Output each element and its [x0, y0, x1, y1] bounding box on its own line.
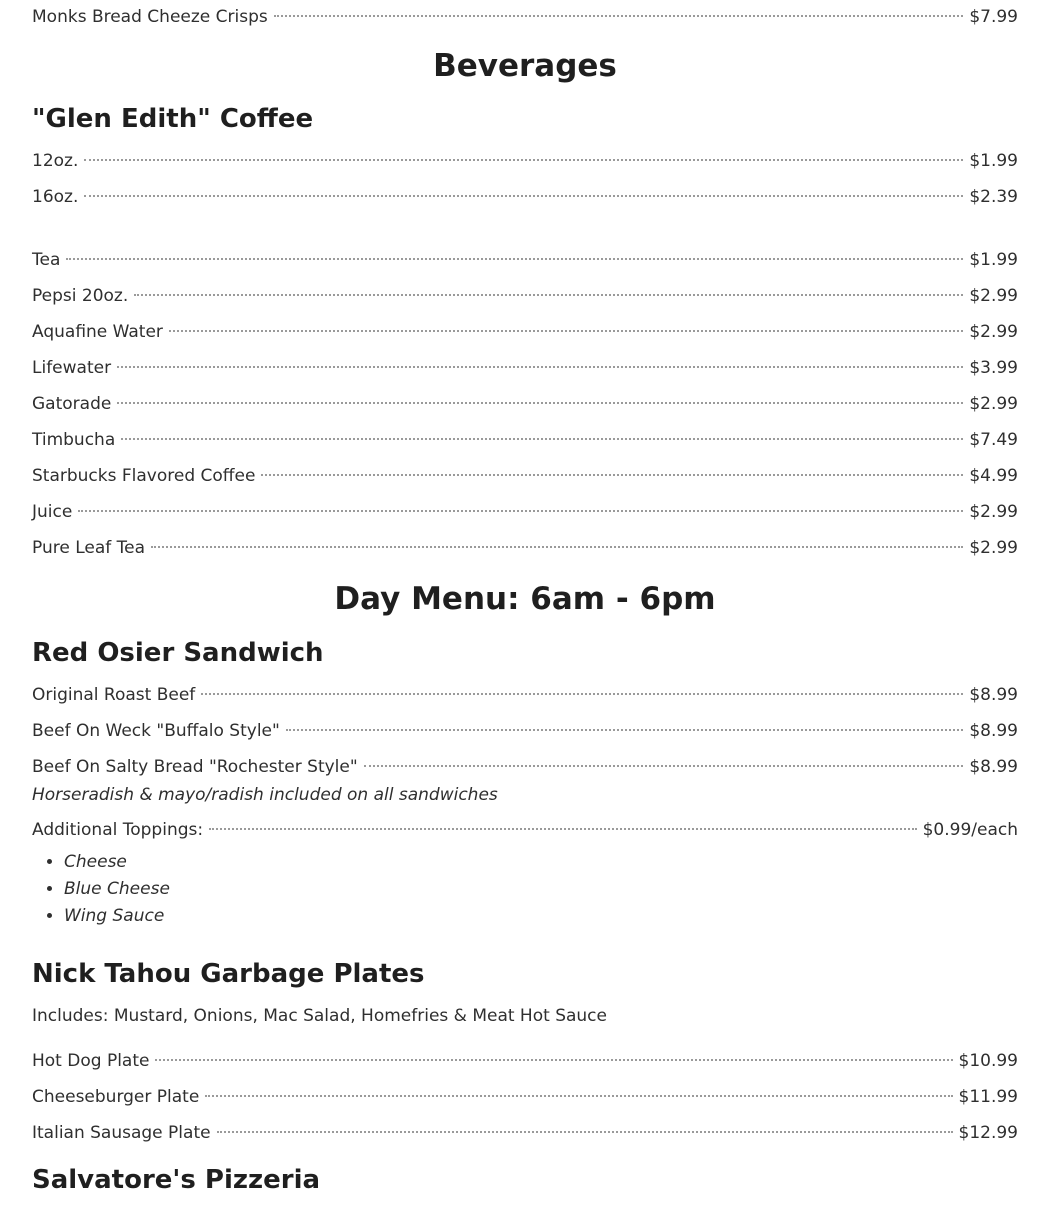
- dot-leader: [134, 294, 963, 296]
- item-price: $7.49: [969, 430, 1018, 450]
- item-name: 16oz.: [32, 187, 79, 207]
- salvatores-subsection: [32, 1165, 1018, 1195]
- item-price: $2.39: [969, 187, 1018, 207]
- menu-item: [32, 459, 1018, 495]
- item-price: $7.99: [969, 7, 1018, 27]
- item-name: Pure Leaf Tea: [32, 538, 146, 558]
- item-price: $2.99: [969, 286, 1018, 306]
- beverage-items: [32, 243, 1018, 567]
- item-price: $1.99: [969, 151, 1018, 171]
- item-name: Monks Bread Cheeze Crisps: [32, 7, 268, 27]
- dot-leader: [201, 693, 963, 695]
- item-price: $2.99: [969, 394, 1018, 414]
- item-name: Juice: [32, 502, 73, 522]
- item-price: $8.99: [969, 721, 1018, 741]
- item-price: $11.99: [958, 1087, 1018, 1107]
- menu-item: [32, 423, 1018, 459]
- dot-leader: [84, 195, 963, 197]
- item-price: $8.99: [969, 757, 1018, 777]
- item-name: 12oz.: [32, 151, 79, 171]
- toppings-label: Additional Toppings:: [32, 820, 204, 840]
- subsection-title-salvatores: Salvatore's Pizzeria: [32, 1165, 321, 1195]
- section-title-day-menu: Day Menu: 6am - 6pm: [334, 581, 716, 617]
- day-menu-section: [32, 581, 1018, 617]
- item-price: $2.99: [969, 502, 1018, 522]
- item-name: Lifewater: [32, 358, 112, 378]
- dot-leader: [205, 1095, 952, 1097]
- dot-leader: [151, 546, 963, 548]
- item-name: Original Roast Beef: [32, 685, 196, 705]
- menu-item-monks-bread: [32, 0, 1018, 36]
- coffee-items: [32, 144, 1018, 216]
- dot-leader: [117, 366, 963, 368]
- item-price: $4.99: [969, 466, 1018, 486]
- dot-leader: [84, 159, 963, 161]
- item-price: $10.99: [958, 1051, 1018, 1071]
- item-name: Italian Sausage Plate: [32, 1123, 211, 1143]
- menu-item: [32, 1116, 1018, 1152]
- dot-leader: [155, 1059, 952, 1061]
- red-osier-subsection: [32, 638, 1018, 668]
- menu-item: [32, 387, 1018, 423]
- item-price: $2.99: [969, 538, 1018, 558]
- subsection-title-coffee: "Glen Edith" Coffee: [32, 104, 314, 134]
- dot-leader: [274, 15, 964, 17]
- dot-leader: [121, 438, 963, 440]
- sandwich-note: Horseradish & mayo/radish included on all sandwiches: [32, 785, 498, 805]
- subsection-title-red-osier: Red Osier Sandwich: [32, 638, 324, 668]
- dot-leader: [169, 330, 963, 332]
- item-name: Beef On Weck "Buffalo Style": [32, 721, 280, 741]
- item-price: $8.99: [969, 685, 1018, 705]
- additional-toppings: [32, 813, 1018, 930]
- menu-item: [32, 714, 1018, 750]
- coffee-subsection: [32, 104, 1018, 134]
- red-osier-items: [32, 678, 1018, 786]
- menu-item: [32, 678, 1018, 714]
- nick-tahou-items: [32, 1044, 1018, 1152]
- beverages-section: [32, 48, 1018, 84]
- menu-item: [32, 531, 1018, 567]
- dot-leader: [66, 258, 963, 260]
- topping-item: • Wing Sauce: [64, 903, 1018, 930]
- dot-leader: [286, 729, 964, 731]
- item-name: Pepsi 20oz.: [32, 286, 129, 306]
- section-title-beverages: Beverages: [433, 48, 617, 84]
- topping-item: • Cheese: [64, 849, 1018, 876]
- menu-item: [32, 180, 1018, 216]
- toppings-list: [32, 849, 1018, 930]
- item-price: $1.99: [969, 250, 1018, 270]
- menu-item: [32, 315, 1018, 351]
- dot-leader: [78, 510, 963, 512]
- menu-item: [32, 279, 1018, 315]
- menu-item: [32, 750, 1018, 786]
- toppings-price: $0.99/each: [922, 820, 1018, 840]
- dot-leader: [217, 1131, 953, 1133]
- garbage-plate-includes: Includes: Mustard, Onions, Mac Salad, Homefries & Meat Hot Sauce: [32, 1006, 607, 1026]
- menu-item: [32, 144, 1018, 180]
- dot-leader: [117, 402, 963, 404]
- item-name: Tea: [32, 250, 61, 270]
- item-price: $12.99: [958, 1123, 1018, 1143]
- dot-leader: [364, 765, 964, 767]
- item-name: Aquafine Water: [32, 322, 163, 342]
- item-name: Gatorade: [32, 394, 112, 414]
- menu-item: [32, 1044, 1018, 1080]
- item-name: Cheeseburger Plate: [32, 1087, 200, 1107]
- item-name: Beef On Salty Bread "Rochester Style": [32, 757, 358, 777]
- item-name: Hot Dog Plate: [32, 1051, 150, 1071]
- item-name: Timbucha: [32, 430, 116, 450]
- menu-item: [32, 1080, 1018, 1116]
- menu-item: [32, 351, 1018, 387]
- dot-leader: [261, 474, 963, 476]
- menu-item: [32, 495, 1018, 531]
- item-price: $2.99: [969, 322, 1018, 342]
- dot-leader: [209, 828, 916, 830]
- item-price: $3.99: [969, 358, 1018, 378]
- nick-tahou-subsection: [32, 959, 1018, 989]
- item-name: Starbucks Flavored Coffee: [32, 466, 256, 486]
- subsection-title-nick-tahou: Nick Tahou Garbage Plates: [32, 959, 425, 989]
- menu-item: [32, 243, 1018, 279]
- topping-item: • Blue Cheese: [64, 876, 1018, 903]
